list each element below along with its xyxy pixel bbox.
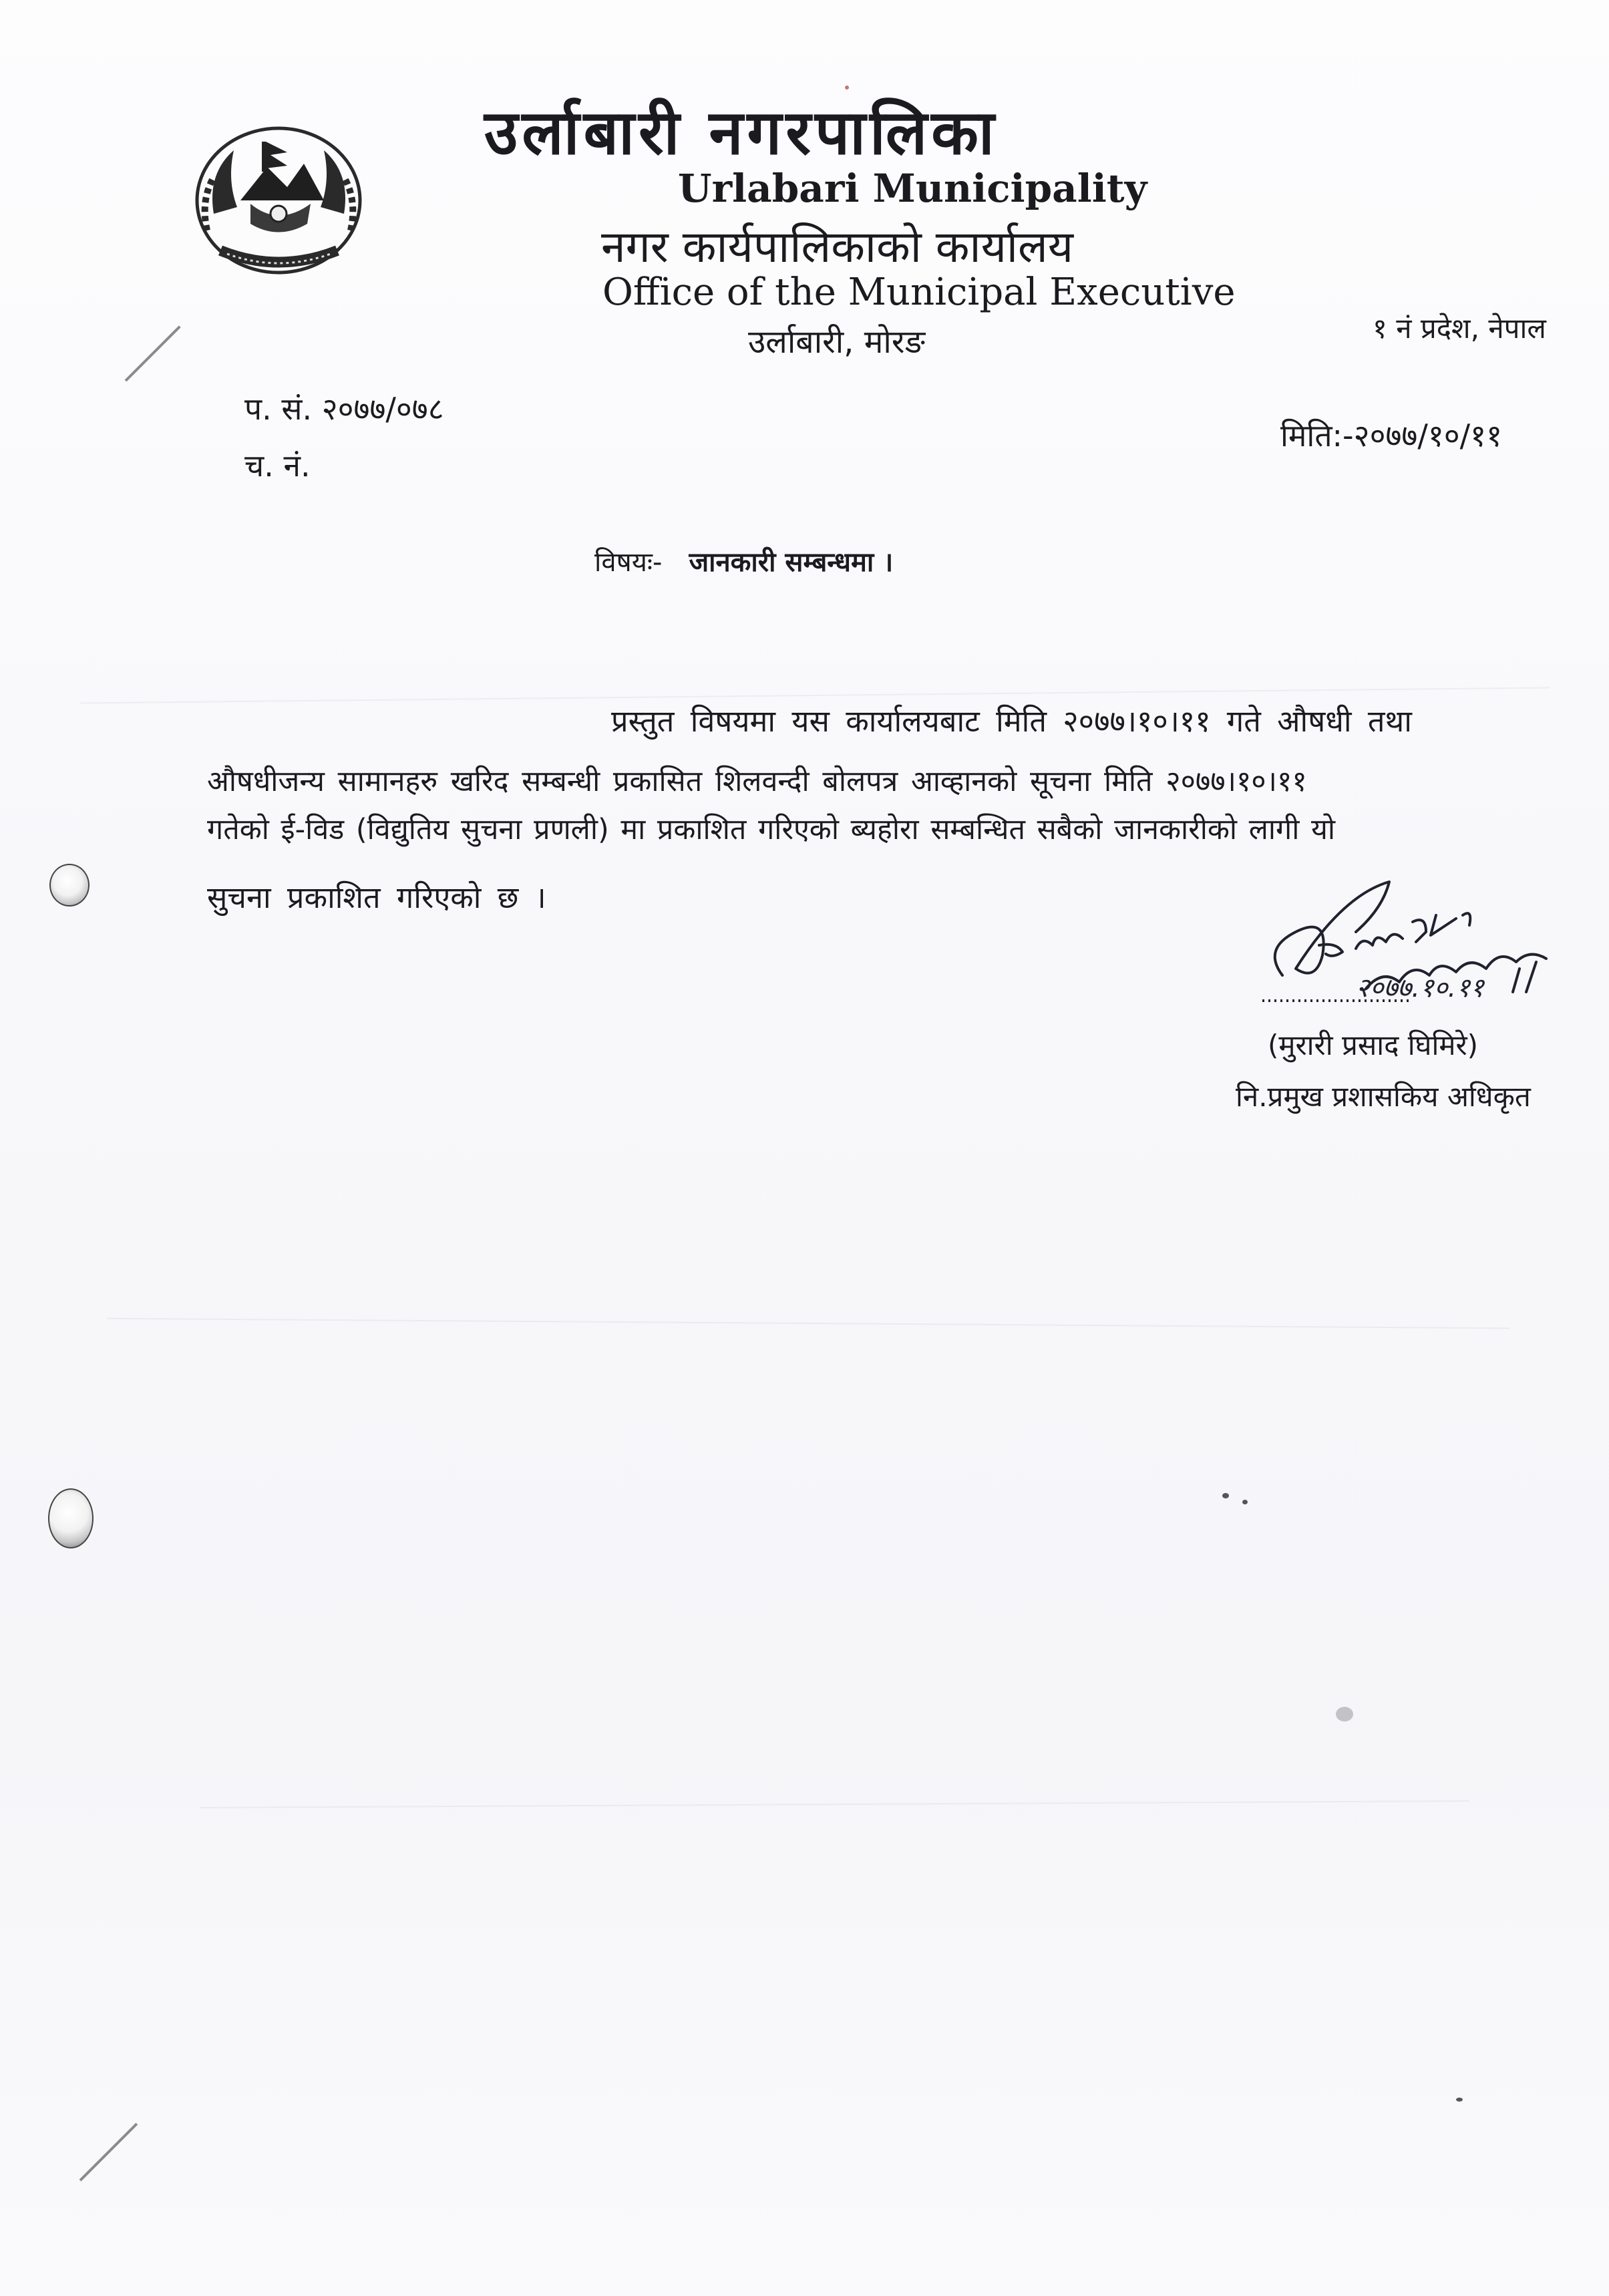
dispatch-number: च. नं. — [244, 448, 311, 484]
signatory-name: (मुरारी प्रसाद घिमिरे) — [1268, 1029, 1479, 1061]
signatory-title: नि.प्रमुख प्रशासकिय अधिकृत — [1236, 1080, 1531, 1113]
paper-crease — [107, 1318, 1509, 1329]
subject-line — [594, 542, 893, 579]
municipality-name-nepali: उर्लाबारी नगरपालिका — [484, 97, 999, 168]
letter-reference-number: प. सं. २०७७/०७८ — [244, 391, 444, 427]
ink-speck — [1242, 1500, 1248, 1504]
filing-mark — [79, 2123, 138, 2182]
ink-speck — [1456, 2098, 1463, 2102]
ink-speck — [1336, 1707, 1353, 1721]
office-name-nepali: नगर कार्यपालिकाको कार्यालय — [601, 221, 1073, 273]
handwritten-signature-icon — [1256, 868, 1590, 1035]
province-label: १ नं प्रदेश, नेपाल — [1373, 312, 1546, 345]
office-name-english: Office of the Municipal Executive — [602, 271, 1236, 314]
letter-date: मिति:-२०७७/१०/११ — [1280, 418, 1503, 454]
office-location: उर्लाबारी, मोरङ — [748, 323, 926, 361]
municipality-name-english: Urlabari Municipality — [678, 166, 1147, 211]
punch-hole — [48, 1488, 94, 1548]
nepal-government-emblem-icon — [187, 114, 371, 281]
body-line: प्रस्तुत विषयमा यस कार्यालयबाट मिति २०७७।१०।११ गते औषधी तथा — [611, 703, 1412, 739]
body-line: औषधीजन्य सामानहरु खरिद सम्बन्धी प्रकासित शिलवन्दी बोलपत्र आव्हानको सूचना मिति २०७७।१०।११ — [207, 765, 1307, 798]
paper-crease — [200, 1800, 1469, 1808]
subject-label: विषयः- — [594, 547, 663, 578]
punch-hole — [49, 864, 90, 907]
body-line: गतेको ई-विड (विद्युतिय सुचना प्रणली) मा प्रकाशित गरिएको ब्यहोरा सम्बन्धित सबैको जानकारीको लागी यो — [207, 813, 1336, 846]
ink-speck — [1222, 1493, 1229, 1498]
signature-date: २०७७.१०.११ — [1356, 973, 1484, 1003]
subject-text: जानकारी सम्बन्धमा । — [689, 547, 894, 578]
filing-mark — [125, 325, 181, 381]
body-line: सुचना प्रकाशित गरिएको छ । — [207, 880, 546, 915]
